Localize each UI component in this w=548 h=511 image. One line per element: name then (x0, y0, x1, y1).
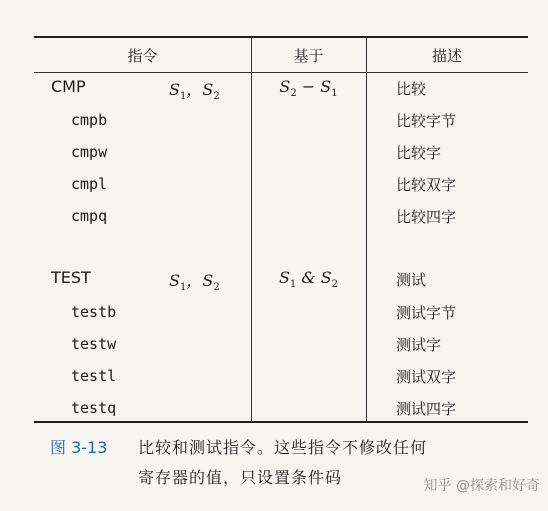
instruction-table (34, 36, 528, 423)
table-row-mnemonic: testw (71, 335, 117, 353)
table-row-description: 比较字 (396, 144, 442, 162)
cmp-description: 比较 (396, 80, 427, 98)
table-row-mnemonic: cmpq (71, 207, 108, 225)
caption-line-1: 比较和测试指令。这些指令不修改任何 (138, 438, 428, 457)
header-instruction: 指令 (127, 47, 158, 65)
test-group-name: TEST (51, 268, 91, 287)
cmp-based-on: $S_2 - S_1$ (279, 77, 338, 100)
table-row-description: 测试字 (396, 336, 442, 354)
table-row-mnemonic: testq (71, 399, 117, 417)
table-row-description: 测试双字 (396, 368, 457, 386)
table-row-mnemonic: cmpw (71, 143, 108, 161)
header-description: 描述 (431, 47, 462, 65)
table-row-mnemonic: testb (71, 303, 117, 321)
cmp-group-name: CMP (51, 77, 86, 96)
table-row-mnemonic: testl (71, 367, 117, 385)
watermark: 知乎 @探索和好奇 (423, 478, 540, 494)
test-description: 测试 (396, 271, 427, 289)
test-operands: $S_1$，$S_2$ (169, 271, 220, 294)
column-divider (366, 38, 367, 421)
table-row-description: 比较字节 (396, 112, 457, 130)
test-based-on: $S_1$ & $S_2$ (278, 268, 339, 291)
figure-number: 图 3-13 (50, 438, 108, 457)
cmp-operands: $S_1$，$S_2$ (169, 80, 220, 103)
table-row-description: 比较四字 (396, 208, 457, 226)
table-row-description: 测试四字 (396, 400, 457, 418)
table-row-mnemonic: cmpl (71, 175, 108, 193)
table-row-description: 比较双字 (396, 176, 457, 194)
header-divider (34, 72, 528, 73)
header-based-on: 基于 (293, 47, 324, 65)
caption-line-2: 寄存器的值，只设置条件码 (138, 468, 343, 487)
table-row-description: 测试字节 (396, 304, 457, 322)
table-row-mnemonic: cmpb (71, 111, 108, 129)
